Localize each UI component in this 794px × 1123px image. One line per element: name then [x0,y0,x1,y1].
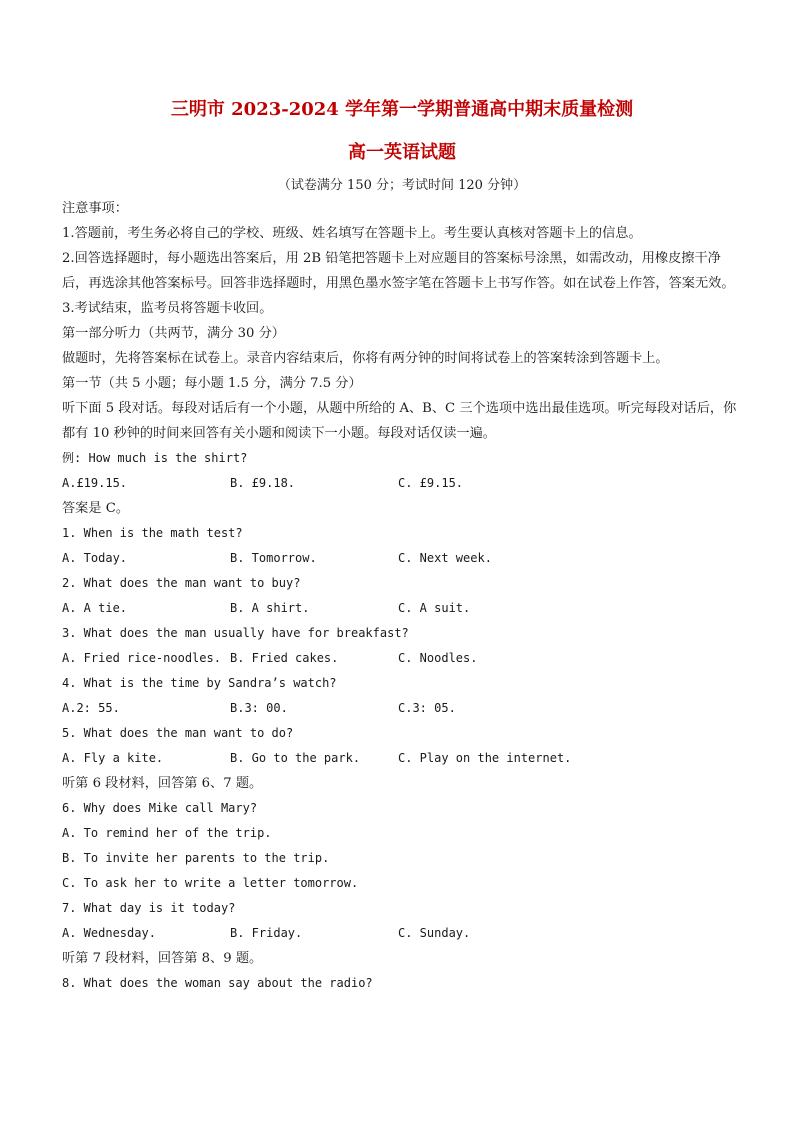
exam-title: 三明市 2023-2024 学年第一学期普通高中期末质量检测 [170,99,634,120]
part1-instruction: 做题时，先将答案标在试卷上。录音内容结束后，你将有两分钟的时间将试卷上的答案转涂到答题卡上。 [62,351,669,366]
question-3-options [62,646,742,671]
option-c: C. £9.15. [398,476,464,490]
question-3: 3. What does the man usually have for breakfast? [62,626,409,640]
option-b: B. Friday. [230,926,303,940]
exam-subtitle: 高一英语试题 [348,142,456,163]
question-5-options [62,746,742,771]
passage6-heading: 听第 6 段材料，回答第 6、7 题。 [62,776,263,791]
question-6: 6. Why does Mike call Mary? [62,801,258,815]
question-6-option-b: B. To invite her parents to the trip. [62,851,330,865]
option-b: B. Fried cakes. [230,651,339,665]
notice-heading: 注意事项： [62,201,128,216]
passage7-heading: 听第 7 段材料，回答第 8、9 题。 [62,951,263,966]
part1-heading: 第一部分听力（共两节，满分 30 分） [62,326,285,341]
option-c: C. A suit. [398,601,471,615]
question-7-options [62,921,742,946]
option-b: B. Tomorrow. [230,551,317,565]
question-2-options [62,596,742,621]
section1-heading: 第一节（共 5 小题；每小题 1.5 分，满分 7.5 分） [62,376,362,391]
option-c: C. Sunday. [398,926,471,940]
exam-body [62,196,742,996]
option-b: B. Go to the park. [230,751,361,765]
question-2: 2. What does the man want to buy? [62,576,301,590]
option-a: A. A tie. [62,601,128,615]
section1-instruction: 听下面 5 段对话。每段对话后有一个小题，从题中所给的 A、B、C 三个选项中选出最佳选项。听完每段对话后，你都有 10 秒钟的时间来回答有关小题和阅读下一小题。每段对话仅读一遍。 [62,401,737,441]
option-a: A. Wednesday. [62,926,156,940]
option-a: A. Fried rice-noodles. [62,651,221,665]
option-c: C. Noodles. [398,651,478,665]
example-options [62,471,742,496]
option-c: C.3: 05. [398,701,456,715]
question-8: 8. What does the woman say about the radio? [62,976,373,990]
option-b: B. A shirt. [230,601,310,615]
exam-note: （试卷满分 150 分；考试时间 120 分钟） [277,178,527,193]
option-a: A.£19.15. [62,476,128,490]
question-1-options [62,546,742,571]
example-question: 例: How much is the shirt? [62,451,248,465]
question-7: 7. What day is it today? [62,901,236,915]
question-6-option-a: A. To remind her of the trip. [62,826,272,840]
question-6-option-c: C. To ask her to write a letter tomorrow. [62,876,359,890]
option-a: A.2: 55. [62,701,120,715]
option-b: B. £9.18. [230,476,296,490]
option-c: C. Play on the internet. [398,751,572,765]
notice-item-3: 3.考试结束，监考员将答题卡收回。 [62,301,273,316]
option-a: A. Today. [62,551,128,565]
question-4-options [62,696,742,721]
question-4: 4. What is the time by Sandra’s watch? [62,676,337,690]
example-answer: 答案是 C。 [62,501,130,516]
option-b: B.3: 00. [230,701,288,715]
question-5: 5. What does the man want to do? [62,726,294,740]
option-c: C. Next week. [398,551,492,565]
option-a: A. Fly a kite. [62,751,164,765]
notice-item-1: 1.答题前，考生务必将自己的学校、班级、姓名填写在答题卡上。考生要认真核对答题卡上的信息。 [62,226,642,241]
notice-item-2: 2.回答选择题时，每小题选出答案后，用 2B 铅笔把答题卡上对应题目的答案标号涂黑，如需改动，用橡皮擦干净后，再选涂其他答案标号。回答非选择题时，用黑色墨水签字笔在答题卡上书写作答。如在试卷上作答，答案无效。 [62,251,735,291]
question-1: 1. When is the math test? [62,526,243,540]
